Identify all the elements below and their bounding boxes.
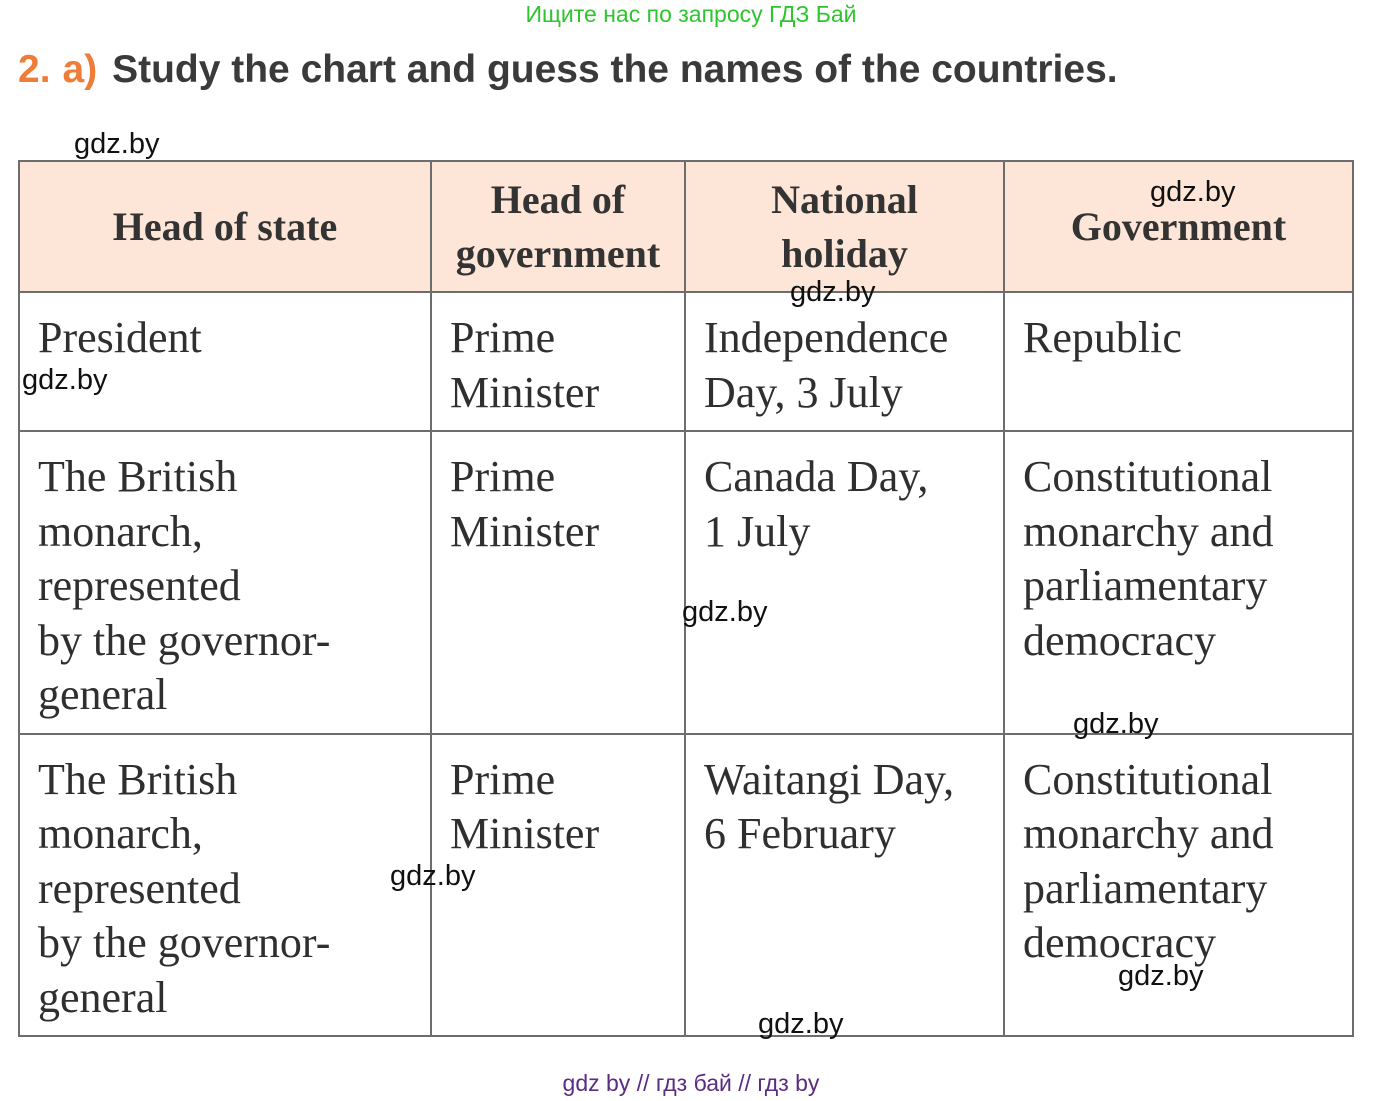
top-banner: Ищите нас по запросу ГДЗ Бай [525, 1, 857, 27]
cell-national-holiday: Independence Day, 3 July [685, 292, 1004, 431]
task-text: Study the chart and guess the names of the countries. [112, 48, 1118, 91]
cell-government: Republic [1004, 292, 1353, 431]
cell-government: Constitutional monarchy and parliamentary democracy [1004, 431, 1353, 734]
watermark: gdz.by [1073, 708, 1159, 740]
header-national-holiday: National holiday [685, 161, 1004, 292]
table-row [19, 431, 1353, 734]
watermark: gdz.by [790, 276, 876, 308]
cell-head-of-government: Prime Minister [431, 292, 685, 431]
cell-national-holiday: Waitangi Day, 6 February [685, 734, 1004, 1037]
header-head-of-government: Head of government [431, 161, 685, 292]
cell-national-holiday: Canada Day, 1 July [685, 431, 1004, 734]
watermark: gdz.by [1150, 176, 1236, 208]
task-number: 2. [18, 48, 51, 91]
footer-links: gdz by // гдз бай // гдз by [562, 1070, 820, 1096]
cell-head-of-state: President [19, 292, 431, 431]
watermark: gdz.by [682, 596, 768, 628]
task-heading [18, 44, 1358, 96]
watermark: gdz.by [390, 860, 476, 892]
watermark: gdz.by [74, 128, 160, 160]
cell-head-of-state: The British monarch, represented by the governor- general [19, 734, 431, 1037]
header-government: Government [1004, 161, 1353, 292]
cell-head-of-government: Prime Minister [431, 431, 685, 734]
task-subpart: a) [62, 48, 98, 91]
watermark: gdz.by [1118, 960, 1204, 992]
watermark: gdz.by [22, 364, 108, 396]
cell-head-of-state: The British monarch, represented by the governor- general [19, 431, 431, 734]
table-row [19, 292, 1353, 431]
cell-government: Constitutional monarchy and parliamentary democracy [1004, 734, 1353, 1037]
cell-head-of-government: Prime Minister [431, 734, 685, 1037]
header-head-of-state: Head of state [19, 161, 431, 292]
watermark: gdz.by [758, 1008, 844, 1040]
